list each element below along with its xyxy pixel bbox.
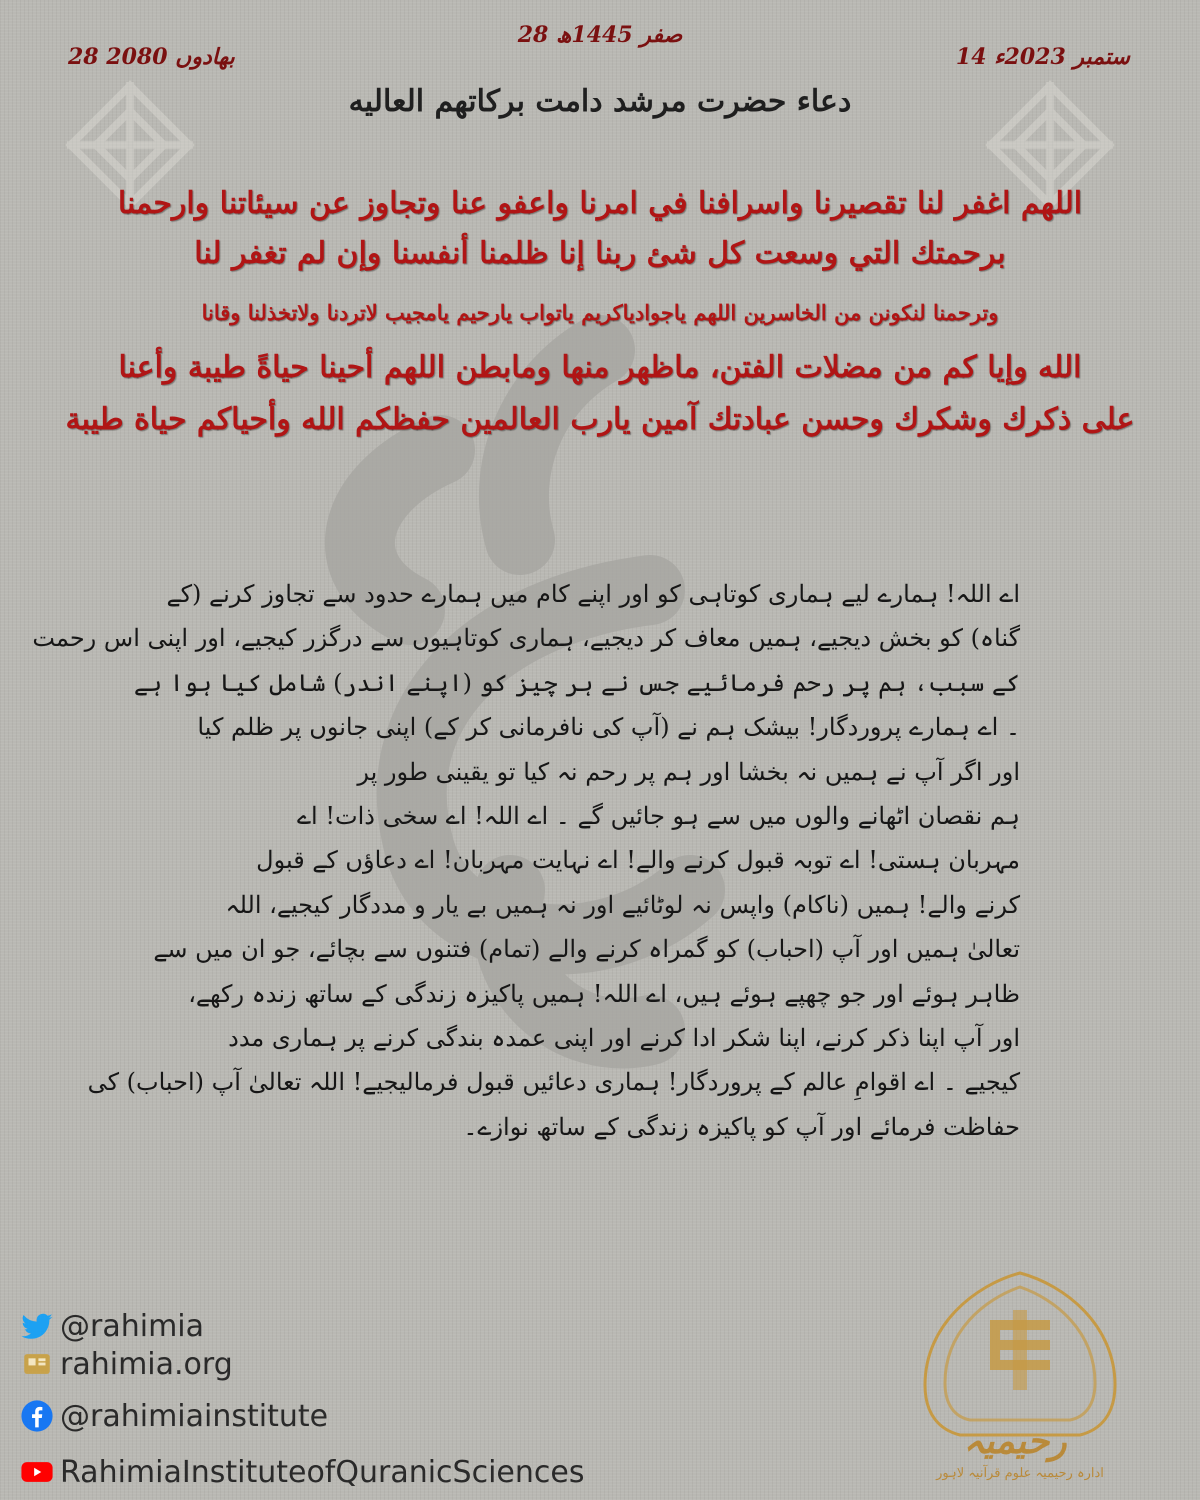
- urdu-line: اے اللہ! ہمارے لیے ہماری کوتاہی کو اور اپنے کام میں ہمارے حدود سے تجاوز کرنے (کے: [166, 580, 1020, 608]
- logo-subtitle: ادارہ رحیمیہ علوم قرآنیہ لاہور: [936, 1466, 1104, 1481]
- urdu-line: مہربان ہستی! اے توبہ قبول کرنے والے! اے نہایت مہربان! اے دعاؤں کے قبول: [256, 846, 1020, 875]
- urdu-translation: [32, 572, 1020, 1149]
- facebook-link[interactable]: [20, 1396, 328, 1436]
- arabic-dua-line: برحمتك التي وسعت كل شئ ربنا إنا ظلمنا أنفسنا وإن لم تغفر لنا: [194, 236, 1006, 271]
- bikrami-date: 28 بھادوں 2080: [68, 44, 235, 70]
- twitter-link[interactable]: [20, 1306, 204, 1346]
- urdu-line: کے سبب، ہم پر رحم فرمائیے جس نے ہر چیز کو (اپنے اندر) شامل کیا ہوا ہے: [133, 668, 1020, 697]
- arabic-dua-line: على ذكرك وشكرك وحسن عبادتك آمين يارب العالمين حفظكم الله وأحياكم حياة طيبة: [65, 402, 1135, 437]
- website-url: rahimia.org: [60, 1346, 233, 1382]
- youtube-channel: RahimiaInstituteofQuranicSciences: [60, 1454, 585, 1490]
- logo-name: رحیمیہ: [963, 1420, 1067, 1462]
- page-title: دعاء حضرت مرشد دامت برکاتهم العالیه: [348, 84, 852, 119]
- arabic-dua-line: اللهم اغفر لنا تقصيرنا واسرافنا في امرنا واعفو عنا وتجاوز عن سيئاتنا وارحمنا: [117, 186, 1083, 221]
- arabic-dua-line: وترحمنا لنكونن من الخاسرين اللهم ياجوادياكريم ياتواب يارحيم يامجيب لاتردنا ولاتخذلنا وقانا: [201, 300, 999, 325]
- twitter-icon: [20, 1309, 54, 1343]
- website-link[interactable]: [20, 1344, 233, 1384]
- gregorian-date: 14 ستمبر 2023ء: [955, 44, 1130, 70]
- facebook-icon: [20, 1399, 54, 1433]
- facebook-handle: @rahimiainstitute: [60, 1398, 329, 1434]
- hijri-date: 28 صفر 1445ھ: [517, 22, 683, 48]
- twitter-handle: @rahimia: [60, 1308, 205, 1344]
- urdu-line: اور اگر آپ نے ہمیں نہ بخشا اور ہم پر رحم نہ کیا تو یقینی طور پر: [357, 757, 1020, 786]
- youtube-link[interactable]: [20, 1452, 584, 1492]
- urdu-line: اور آپ اپنا ذکر کرنے، اپنا شکر ادا کرنے اور اپنی عمدہ بندگی کرنے پر ہماری مدد: [228, 1024, 1020, 1053]
- website-icon: [20, 1347, 54, 1381]
- urdu-line: ظاہر ہوئے اور جو چھپے ہوئے ہیں، اے اللہ! ہمیں پاکیزہ زندگی کے ساتھ زندہ رکھے،: [188, 979, 1020, 1008]
- urdu-line: کرنے والے! ہمیں (ناکام) واپس نہ لوٹائیے اور نہ ہمیں بے یار و مددگار کیجیے، اللہ: [225, 890, 1020, 919]
- urdu-line: گناہ) کو بخش دیجیے، ہمیں معاف کر دیجیے، ہماری کوتاہیوں سے درگزر کیجیے، اور اپنی اس رحمت: [32, 624, 1020, 653]
- youtube-icon: [20, 1455, 54, 1489]
- urdu-line: ۔ اے ہمارے پروردگار! بیشک ہم نے (آپ کی نافرمانی کر کے) اپنی جانوں پر ظلم کیا: [197, 713, 1020, 742]
- urdu-line: تعالیٰ ہمیں اور آپ (احباب) کو گمراہ کرنے والے (تمام) فتنوں سے بچائے، جو ان میں سے: [153, 935, 1020, 964]
- urdu-line: ہم نقصان اٹھانے والوں میں سے ہو جائیں گے ۔ اے اللہ! اے سخی ذات! اے: [296, 802, 1020, 831]
- urdu-line: کیجیے ۔ اے اقوامِ عالم کے پروردگار! ہماری دعائیں قبول فرمالیجیے! اللہ تعالیٰ آپ (احباب) کی: [87, 1068, 1020, 1097]
- urdu-line: حفاظت فرمائے اور آپ کو پاکیزہ زندگی کے ساتھ نوازے۔: [463, 1112, 1020, 1141]
- arabic-dua-line: الله وإيا كم من مضلات الفتن، ماظهر منها ومابطن اللهم أحينا حياةً طيبة وأعنا: [118, 350, 1082, 385]
